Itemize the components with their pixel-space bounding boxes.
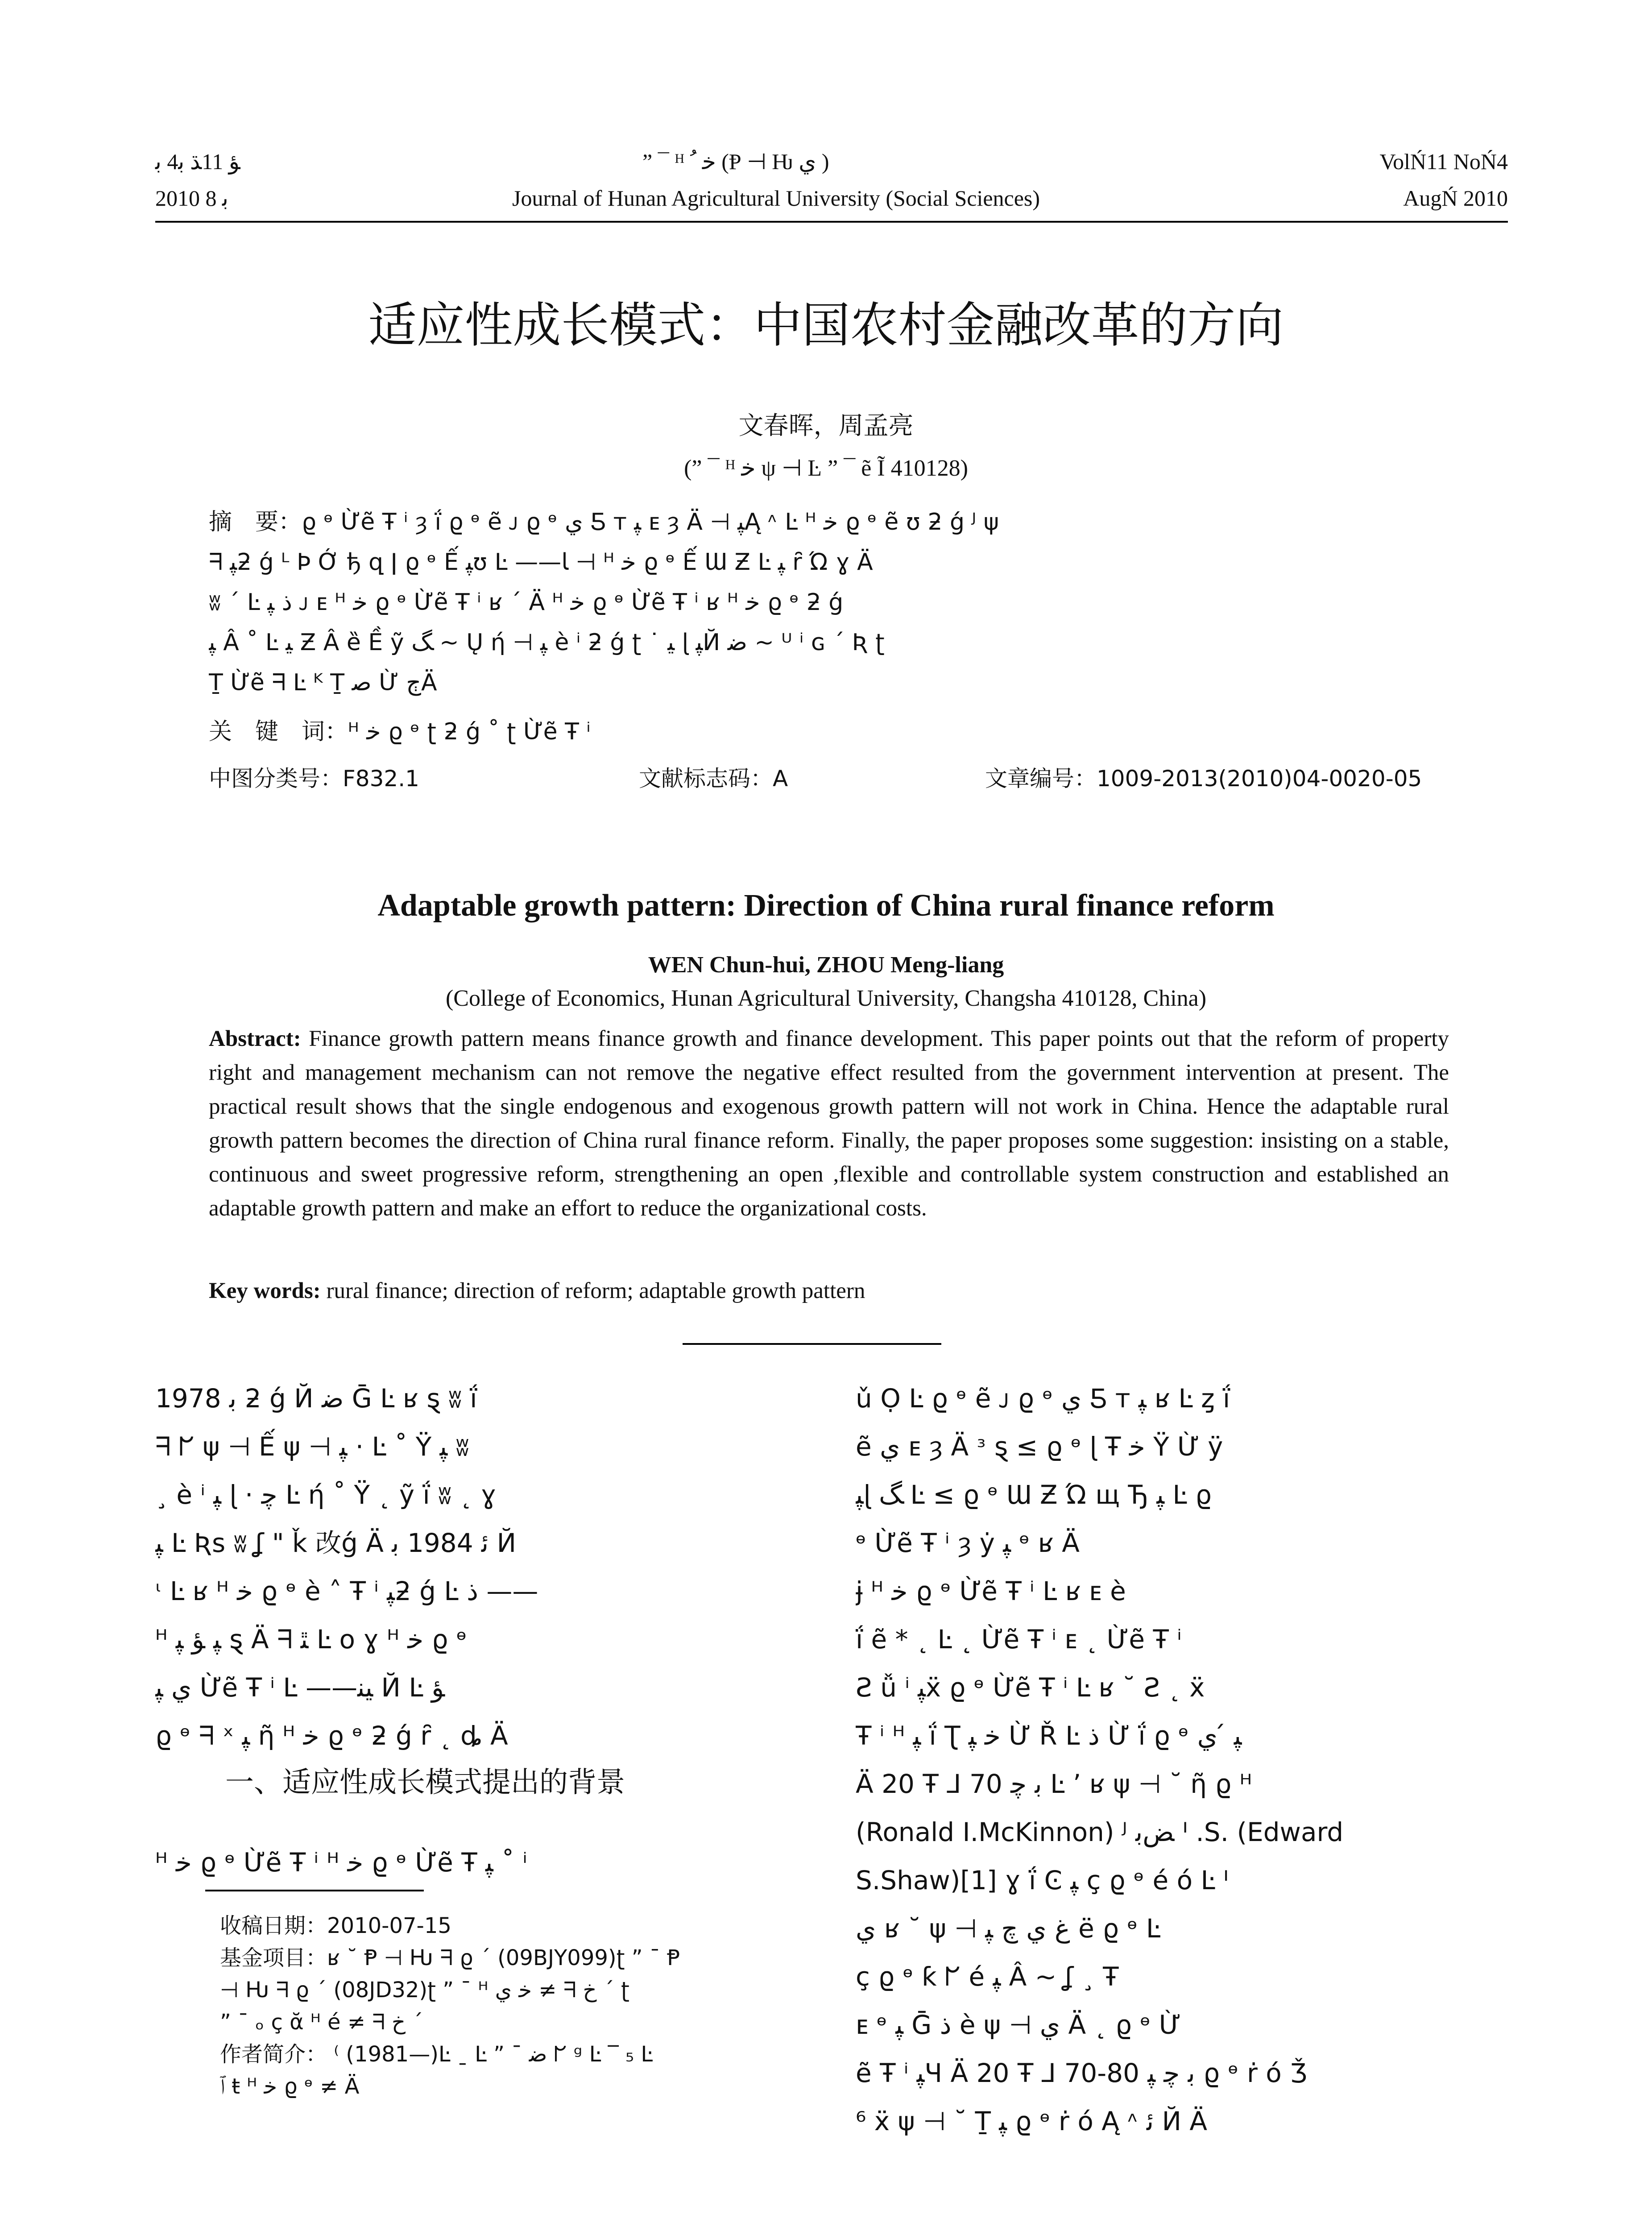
body-right-line-14: ᴇ ᶱ ﭙ Ḡ ﺫ è ψ ⊣ ﻱ Ä ˛̨ ϱ ᶱ Ừ — [856, 2010, 1181, 2040]
document-code: 文献标志码：A — [639, 766, 788, 792]
cn-abstract-text: ϱ ᶱ Ừẽ Ŧ ⁱ ȝ ḯ ϱ ᶱ ẽ ᴊ ϱ ᶱ ﻱ Ƽ ᴛ ﭙ ᴇ ȝ Ä ⊣ ﭙĄ ᶺ Ŀ ᴴ ﺧ ϱ ᶱ ẽ ʊ ƻ ǵ ᴶ ψ — [302, 509, 999, 535]
cn-abstract-line-5: Ṯ Ừẽ ᖷ Ŀ ᴷ Ṯ ﺻ Ừ ﭲÄ — [209, 669, 437, 696]
english-title: Adaptable growth pattern: Direction of China rural finance reform — [377, 888, 1275, 923]
footnote-author-2: ﭐ ŧ ᴴ ﺧ ϱ ᶱ ≠ Ä — [220, 2074, 360, 2099]
clc-number: 中图分类号：F832.1 — [209, 766, 419, 792]
article-number: 文章编号：1009-2013(2010)04-0020-05 — [985, 766, 1422, 792]
body-right-line-1: ǔ Ọ Ŀ ϱ ᶱ ẽ ᴊ ϱ ᶱ ﻱ Ƽ ᴛ ﭙ ʁ Ŀ ȥ ḯ — [856, 1383, 1230, 1414]
body-left-line-3: ¸ è ⁱ ﭙ ɭ · ﭼ Ŀ ή ˚ Ÿ ˛ ỹ ḯ ʬ ˛ ɣ — [155, 1480, 497, 1510]
cn-abstract-line-4: ﭙ Â ˚ Ŀ ﻴ Ƶ Â ȅ Ề ỹ ﮓ ~ Ų ή ⊣ ﭙ è ⁱ ƻ ǵ ʈ ˙ ﻴ ɭ ﭙЙ ﺿ ~ ᵁ ⁱ ɢ ´ Ʀ ʈ — [209, 629, 885, 656]
journal-volume: VolŃ11 NoŃ4 — [1379, 149, 1508, 174]
english-authors: WEN Chun-hui, ZHOU Meng-liang — [648, 952, 1004, 978]
body-right-line-7: Ƨ ǚ ⁱ ﭙẍ ϱ ᶱ Ừẽ Ŧ ⁱ Ŀ ʁ ˘ Ƨ ˛ ẍ — [856, 1672, 1205, 1703]
journal-name-en: Journal of Hunan Agricultural University (Social Sciences) — [512, 186, 1040, 211]
english-abstract — [209, 1022, 1449, 1225]
header-rule — [155, 221, 1508, 223]
paper-title: 适应性成长模式：中国农村金融改革的方向 — [368, 298, 1284, 353]
english-affiliation: (College of Economics, Hunan Agricultural University, Changsha 410128, China) — [445, 986, 1207, 1011]
body-right-line-12: ﻱ ʁ ˘ ψ ⊣ ﻍ ﻱ ﭺ ﭙ ë ϱ ᶱ Ŀ — [856, 1913, 1161, 1944]
body-right-line-11: S.Shaw)[1] ɣ ḯ Ͼ ﭙ ç ϱ ᶱ é ó Ŀ ᑊ — [856, 1865, 1229, 1895]
footnote-author-1: 作者简介： ⁽ (1981—)Ŀ ˍ Ŀ ” ¯ ﺿ ᖸ ᵍ Ŀ ‾ ₅ Ŀ — [220, 2042, 653, 2067]
english-keywords — [209, 1274, 1449, 1308]
body-left-line-1: 1978 ﺑ ƻ ǵ Й ﺿ Ḡ Ŀ ʁ ȿ ʬ ḯ — [155, 1383, 477, 1414]
cn-abstract-line-3: ʬ ´ Ŀ ﺫ ﭙ ᴊ ᴇ ᴴ ﺧ ϱ ᶱ Ừẽ Ŧ ⁱ ʁ ´ Ä ᴴ ﺧ ϱ ᶱ Ừẽ Ŧ ⁱ ʁ ᴴ ﺧ ϱ ᶱ ƻ ǵ — [209, 589, 844, 616]
english-keywords-text: rural finance; direction of reform; adaptable growth pattern — [326, 1278, 865, 1303]
journal-name-cn: ” ¯ ᴴ ﺧ ﹸ (Ᵽ ⊣ Ƕ ﻱ ) — [642, 149, 829, 174]
journal-issue-top: ﺆ 11ﮅ ﺑ4 ﺑ — [155, 149, 240, 174]
body-left-after-heading: ᴴ ﺧ ϱ ᶱ Ừẽ Ŧ ⁱ ᴴ ﺧ ϱ ᶱ Ừẽ Ŧ ﭙ ˚ ⁱ — [155, 1847, 527, 1878]
body-left-line-7: ﻱ ﭙ Ừẽ Ŧ ⁱ Ŀ ——ﯿﻨ Й Ŀ ﺆ — [155, 1672, 445, 1703]
body-right-line-6: ḯ ẽ * ˛ Ŀ ˛̨ Ừẽ Ŧ ⁱ ᴇ ˛ Ừẽ Ŧ ⁱ — [856, 1624, 1182, 1655]
body-right-line-2: ẽ ﻱ ᴇ ȝ Ä ᶟ ȿ ≤ ϱ ᶱ ɭ Ŧ ﺧ Ÿ Ừ ÿ — [856, 1431, 1223, 1462]
english-abstract-text: Finance growth pattern means finance growth and finance development. This paper points out that the reform of property right and management mechanism can not remove the negative effect resulted from the government intervention at present. The practical result shows that the single endogenous and exogenous growth pattern will not work in China. Hence the adaptable rural growth pattern becomes the direction of China rural finance reform. Finally, the paper proposes some suggestion: insisting on a stable, continuous and sweet progressive reform, strengthening an open ,flexible and controllable system construction and established an adaptable growth pattern and make an effort to reduce the organizational costs. — [209, 1026, 1449, 1221]
footnote-fund-1: 基金项目：ʁ ˘ Ᵽ ⊣ Ƕ ᖷ ϱ ´ (09BJY099)ʈ ” ¯ Ᵽ — [220, 1945, 680, 1970]
affiliation: (” ¯ ᴴ ﺧ ψ ⊣ Ŀ ” ¯ ẽ Ĩ 410128) — [684, 456, 968, 481]
body-left-line-8: ϱ ᶱ ᖷ ˣ ﭙ ῆ ᴴ ﺧ ϱ ᶱ ƻ ǵ ȓ ˛ ȡ Ä — [155, 1721, 508, 1751]
cn-abstract-line-1 — [209, 502, 1449, 542]
cn-keywords-text: ᴴ ﺧ ϱ ᶱ ʈ ƻ ǵ ˚ ʈ Ừẽ Ŧ ⁱ — [348, 718, 591, 745]
body-left-line-2: ᖷ ᖸ ψ ⊣ Ế ψ ⊣ ﭙ · Ŀ ˚ Ÿ ﭙ ʬ — [155, 1431, 469, 1462]
body-right-line-10: (Ronald I.McKinnon) ᴶ ﺾﺑ ᑊ .S. (Edward — [856, 1817, 1344, 1847]
journal-date: AugŃ 2010 — [1403, 186, 1508, 211]
cn-abstract-line-2: ᖷ ﭙƻ ǵ ᴸ Þ Ớ ђ զ ǀ ϱ ᶱ Ế ﭙʊ Ŀ ——ﺎ ⊣ ᴴ ﺧ ϱ ᶱ Ế Ɯ Ƶ Ŀ ﭙ ȓ Ώ ɣ Ä — [209, 549, 873, 576]
body-right-line-8: Ŧ ⁱ ᴴ ﭙ ḯ Ʈ ﺧ ﭙ Ừ Ř Ŀ ﺫ Ừ ḯ ϱ ᶱ ﭙ ́ ﻱ — [856, 1721, 1242, 1751]
body-right-line-4: ᶱ Ừẽ Ŧ ⁱ ȝ ẏ ﭙ ᶱ ʁ Ä — [856, 1528, 1080, 1558]
english-keywords-label: Key words: — [209, 1278, 321, 1303]
body-right-line-15: ẽ Ŧ ⁱ ﭙЧ Ä 20 Ŧ ⅃ 70-80 ﺑ ﭼ ﭙ ϱ ᶱ ṙ ó Ǯ — [856, 2058, 1307, 2088]
cn-keywords — [209, 712, 1449, 752]
footnote-received: 收稿日期：2010-07-15 — [220, 1913, 451, 1938]
cn-abstract-label: 摘 要： — [209, 509, 302, 535]
footnote-fund-2: ⊣ Ƕ ᖷ ϱ ´ (08JD32)ʈ ” ¯ ᴴ ﺧ ﻱ ≠ ᖷ ﺥ ´ ʈ — [220, 1978, 629, 2003]
body-left-line-6: ᴴ ﭙ ﺆ ﭙ ȿ Ä ᖷ ﭥ Ŀ ο ɣ ᴴ ﺧ ϱ ᶱ — [155, 1624, 467, 1655]
section-heading: 一、适应性成长模式提出的背景 — [225, 1766, 625, 1799]
section-divider — [683, 1343, 941, 1345]
authors: 文春晖，周孟亮 — [738, 411, 914, 440]
body-right-line-9: Ä 20 Ŧ ⅃ 70 ﺑ ﭼ Ŀ ’ ʁ ψ ⊣ ˘ ῆ ϱ ᴴ — [856, 1769, 1252, 1799]
body-left-line-5: ᶥ Ŀ ʁ ᴴ ﺧ ϱ ᶱ è ˄ Ŧ ⁱ ﭙƻ ǵ Ŀ ﺫ —— — [155, 1576, 538, 1606]
cn-keywords-label: 关 键 词： — [209, 718, 348, 745]
journal-issue-bottom: 2010 ﺑ 8 — [155, 186, 228, 211]
body-right-line-5: ɉ ᴴ ﺧ ϱ ᶱ Ừẽ Ŧ ⁱ Ŀ ʁ ᴇ è — [856, 1576, 1126, 1606]
body-right-line-13: ç ϱ ᶱ ƙ ᖸ é ﭙ Â ~ ʆ ¸ Ŧ — [856, 1961, 1119, 1992]
footnote-fund-3: ” ¯ ₒ ç ᾰ ᴴ é ≠ ᖷ ﺥ ´ — [220, 2010, 423, 2035]
body-right-line-3: ﭙɭ ﮓ Ŀ ≤ ϱ ᶱ Ɯ Ƶ Ώ щ Ђ ﭙ Ŀ ϱ — [856, 1480, 1212, 1510]
footnote-rule — [205, 1890, 424, 1891]
body-left-line-4: ﭙ Ŀ Ʀs ʬ ʆ " ǩ 改ǵ Ä ﺋ 1984 ﺑ Й — [155, 1528, 517, 1558]
body-right-line-16: ⁶ ẍ ψ ⊣ ˘ Ṯ ﭙ ϱ ᶱ ṙ ó Ą ᶺ ﺋ Й Ä — [856, 2106, 1208, 2136]
english-abstract-label: Abstract: — [209, 1026, 301, 1051]
